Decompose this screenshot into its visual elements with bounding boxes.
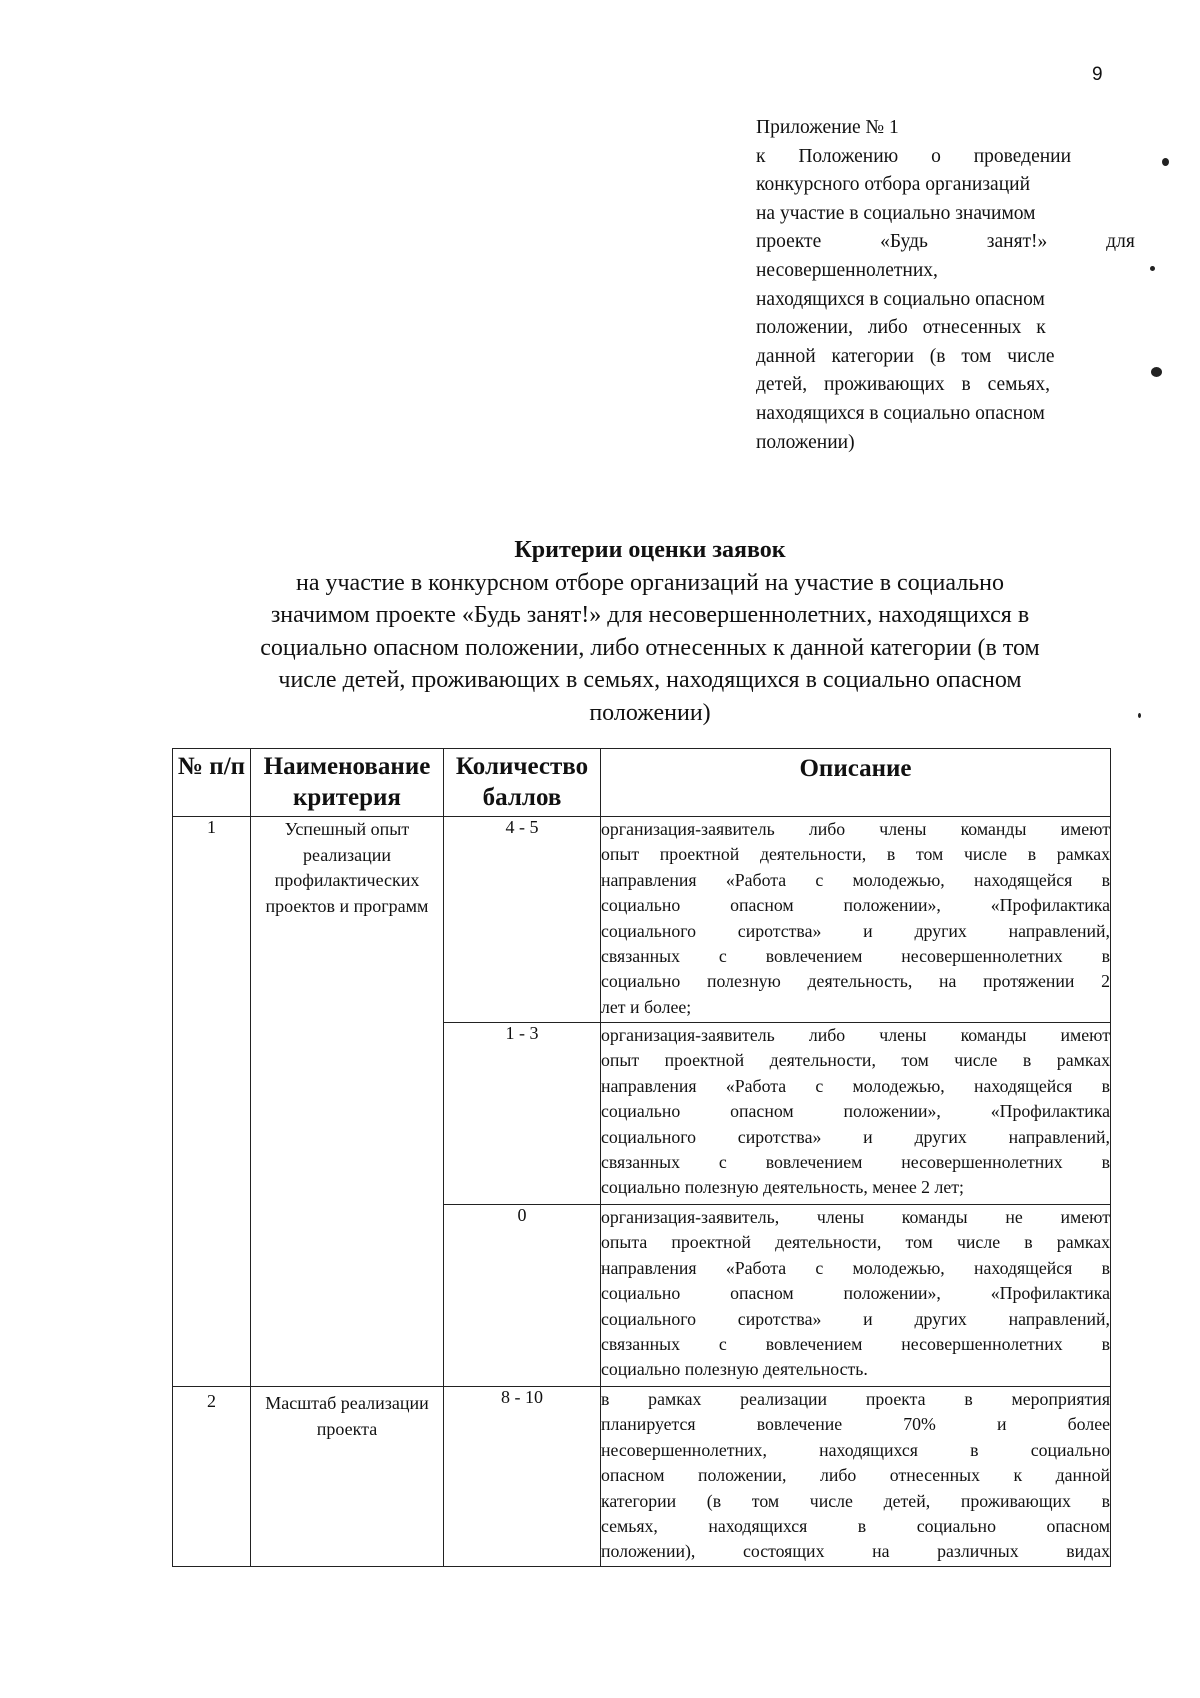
description-line: социально полезную деятельность, менее 2 лет;: [601, 1177, 964, 1198]
header-description: Описание: [601, 749, 1111, 817]
header-points: Количество баллов: [444, 749, 601, 817]
criterion-name: Масштаб реализации проекта: [251, 1387, 444, 1567]
table-row: [173, 817, 1111, 1023]
criterion-description: [601, 1387, 1111, 1567]
appendix-block: [756, 114, 1135, 457]
scan-speck: [1151, 367, 1162, 377]
criteria-table: [172, 748, 1111, 1567]
description-line: направления «Работа с молодежью, находящейся в: [601, 1075, 1110, 1096]
appendix-line: на участие в социально значимом: [756, 202, 1036, 224]
appendix-line: положении, либо отнесенных к: [756, 317, 1046, 339]
appendix-line: несовершеннолетних,: [756, 259, 938, 281]
criterion-description: [601, 817, 1111, 1023]
description-line: опыт проектной деятельности, в том числе в рамках: [601, 844, 1110, 865]
appendix-line: положении): [756, 431, 855, 453]
appendix-line: находящихся в социально опасном: [756, 288, 1045, 310]
scan-speck: [1162, 158, 1169, 166]
description-line: связанных с вовлечением несовершеннолетних в: [601, 946, 1110, 967]
description-line: социально опасном положении», «Профилактика: [601, 895, 1110, 916]
description-line: категории (в том числе детей, проживающих в: [601, 1490, 1110, 1511]
description-line: связанных с вовлечением несовершеннолетних в: [601, 1152, 1110, 1173]
table-row: [173, 1387, 1111, 1567]
row-number: 2: [173, 1387, 251, 1567]
appendix-line: Приложение № 1: [756, 117, 899, 138]
title-heading: Критерии оценки заявок: [514, 537, 786, 563]
description-line: опасном положении, либо отнесенных к данной: [601, 1465, 1110, 1486]
points-value: 1 - 3: [444, 1023, 601, 1205]
description-line: положении), состоящих на различных видах: [601, 1541, 1110, 1562]
header-num: № п/п: [173, 749, 251, 817]
appendix-line: данной категории (в том числе: [756, 345, 1055, 367]
title-subtitle-line: социально опасном положении, либо отнесенных к данной категории (в том: [260, 634, 1040, 661]
description-line: организация-заявитель либо члены команды имеют: [601, 1025, 1110, 1045]
document-title: [150, 534, 1150, 729]
appendix-line: проекте «Будь занят!» для: [756, 231, 1135, 253]
description-line: направления «Работа с молодежью, находящейся в: [601, 1257, 1110, 1278]
title-subtitle-line: числе детей, проживающих в семьях, находящихся в социально опасном: [278, 667, 1022, 693]
description-line: организация-заявитель, члены команды не имеют: [601, 1207, 1110, 1227]
description-line: организация-заявитель либо члены команды имеют: [601, 819, 1110, 839]
description-line: социально полезную деятельность.: [601, 1359, 868, 1380]
appendix-line: детей, проживающих в семьях,: [756, 374, 1051, 396]
criterion-description: [601, 1205, 1111, 1387]
appendix-line: находящихся в социально опасном: [756, 402, 1045, 424]
description-line: опыт проектной деятельности, том числе в рамках: [601, 1050, 1110, 1071]
description-line: социально опасном положении», «Профилактика: [601, 1283, 1110, 1304]
points-value: 4 - 5: [444, 817, 601, 1023]
description-line: социального сиротства» и других направлений,: [601, 1126, 1110, 1147]
header-name: Наименование критерия: [251, 749, 444, 817]
description-line: связанных с вовлечением несовершеннолетних в: [601, 1334, 1110, 1355]
points-value: 0: [444, 1205, 601, 1387]
description-line: направления «Работа с молодежью, находящейся в: [601, 869, 1110, 890]
title-subtitle-line: на участие в конкурсном отборе организаций на участие в социально: [295, 569, 1005, 596]
description-line: опыта проектной деятельности, том числе в рамках: [601, 1232, 1110, 1253]
page-number: 9: [1092, 64, 1103, 85]
description-line: в рамках реализации проекта в мероприятия: [601, 1389, 1110, 1409]
criterion-description: [601, 1023, 1111, 1205]
description-line: планируется вовлечение 70% и более: [601, 1414, 1110, 1435]
row-number: 1: [173, 817, 251, 1387]
title-subtitle-line: положении): [589, 699, 711, 726]
table-header-row: [173, 749, 1111, 817]
description-line: социально опасном положении», «Профилактика: [601, 1101, 1110, 1122]
description-line: социального сиротства» и других направлений,: [601, 920, 1110, 941]
description-line: социального сиротства» и других направлений,: [601, 1308, 1110, 1329]
points-value: 8 - 10: [444, 1387, 601, 1567]
criterion-name: Успешный опыт реализации профилактических проектов и программ: [251, 817, 444, 1387]
scan-speck: [1150, 266, 1155, 271]
title-subtitle-line: значимом проекте «Будь занят!» для несовершеннолетних, находящихся в: [270, 602, 1030, 628]
appendix-line: к Положению о проведении: [756, 145, 1072, 167]
description-line: семьях, находящихся в социально опасном: [601, 1516, 1110, 1537]
description-line: социально полезную деятельность, на протяжении 2: [601, 971, 1110, 992]
description-line: несовершеннолетних, находящихся в социально: [601, 1439, 1110, 1460]
appendix-line: конкурсного отбора организаций: [756, 174, 1030, 196]
description-line: лет и более;: [601, 996, 692, 1017]
